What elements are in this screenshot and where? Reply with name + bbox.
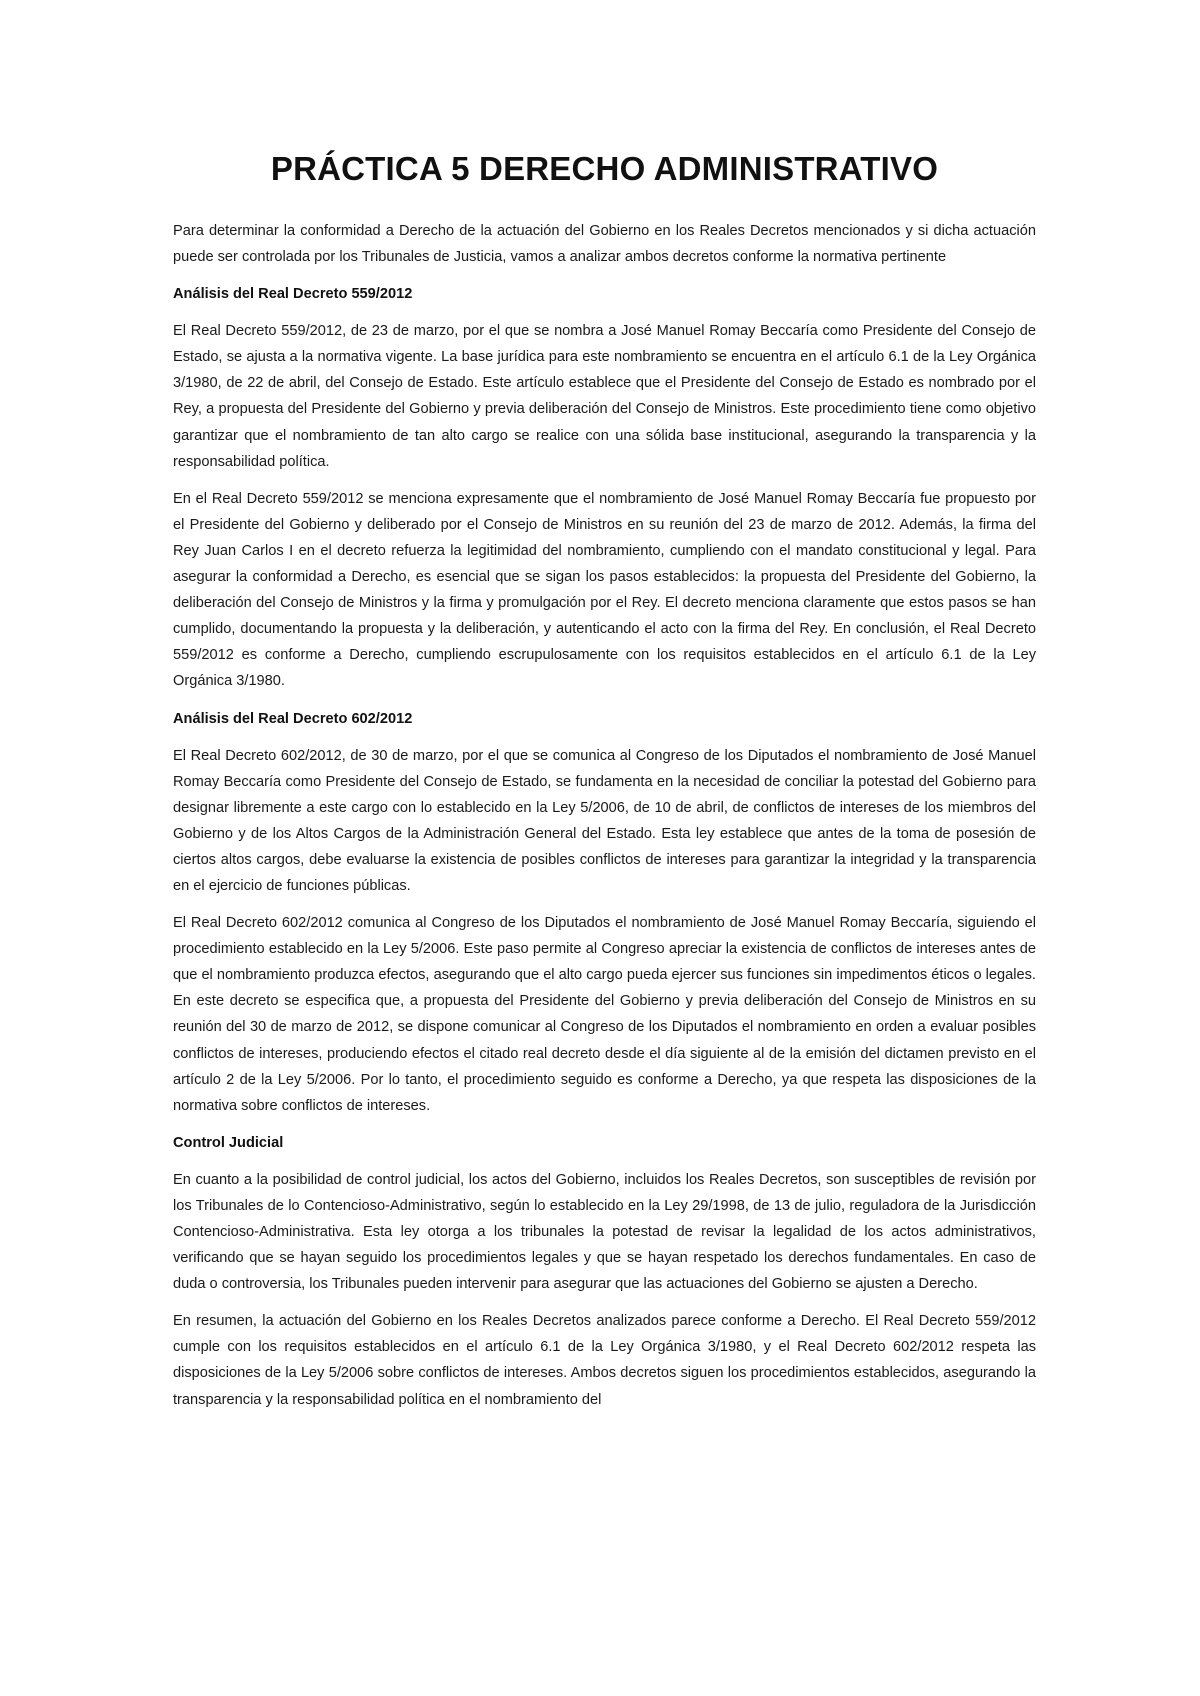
intro-paragraph: Para determinar la conformidad a Derecho de la actuación del Gobierno en los Reales Decretos mencionados y si dicha actuación puede ser controlada por los Tribunales de Justicia, vamos a analizar ambos decretos conforme la normativa pertinente [173,223,1036,266]
page-title: PRÁCTICA 5 DERECHO ADMINISTRATIVO [270,150,939,187]
paragraph-rd-602-basis: El Real Decreto 602/2012, de 30 de marzo, por el que se comunica al Congreso de los Diputados el nombramiento de José Manuel Romay Beccaría como Presidente del Consejo de Estado, se fundamenta en la necesidad de conciliar la potestad del Gobierno para designar libremente a este cargo con lo establecido en la Ley 5/2006, de 10 de abril, de conflictos de intereses de los miembros del Gobierno y de los Altos Cargos de la Administración General del Estado. Esta ley establece que antes de la toma de posesión de ciertos altos cargos, debe evaluarse la existencia de posibles conflictos de intereses para garantizar la integridad y la transparencia en el ejercicio de funciones públicas. [173,747,1036,894]
paragraph-rd-602-procedure: El Real Decreto 602/2012 comunica al Congreso de los Diputados el nombramiento de José Manuel Romay Beccaría, siguiendo el procedimiento establecido en la Ley 5/2006. Este paso permite al Congreso apreciar la existencia de conflictos de intereses antes de que el nombramiento produzca efectos, asegurando que el alto cargo pueda ejercer sus funciones sin impedimentos éticos o legales. En este decreto se especifica que, a propuesta del Presidente del Gobierno y previa deliberación del Consejo de Ministros en su reunión del 30 de marzo de 2012, se dispone comunicar al Congreso de los Diputados el nombramiento en orden a evaluar posibles conflictos de intereses, produciendo efectos el citado real decreto desde el día siguiente al de la emisión del dictamen previsto en el artículo 2 de la Ley 5/2006. Por lo tanto, el procedimiento seguido es conforme a Derecho, ya que respeta las disposiciones de la normativa sobre conflictos de intereses. [173,915,1036,1114]
section-heading-rd-602: Análisis del Real Decreto 602/2012 [173,710,413,727]
section-heading-rd-559: Análisis del Real Decreto 559/2012 [173,286,413,303]
paragraph-summary: En resumen, la actuación del Gobierno en los Reales Decretos analizados parece conforme a Derecho. El Real Decreto 559/2012 cumple con los requisitos establecidos en el artículo 6.1 de la Ley Orgánica 3/1980, y el Real Decreto 602/2012 respeta las disposiciones de la Ley 5/2006 sobre conflictos de intereses. Ambos decretos siguen los procedimientos establecidos, asegurando la transparencia y la responsabilidad política en el nombramiento del [173,1313,1036,1408]
paragraph-rd-559-legal-basis: El Real Decreto 559/2012, de 23 de marzo, por el que se nombra a José Manuel Romay Beccaría como Presidente del Consejo de Estado, se ajusta a la normativa vigente. La base jurídica para este nombramiento se encuentra en el artículo 6.1 de la Ley Orgánica 3/1980, de 22 de abril, del Consejo de Estado. Este artículo establece que el Presidente del Consejo de Estado es nombrado por el Rey, a propuesta del Presidente del Gobierno y previa deliberación del Consejo de Ministros. Este procedimiento tiene como objetivo garantizar que el nombramiento de tan alto cargo se realice con una sólida base institucional, asegurando la transparencia y la responsabilidad política. [173,323,1036,470]
section-heading-control-judicial: Control Judicial [173,1134,284,1151]
paragraph-rd-559-procedure: En el Real Decreto 559/2012 se menciona expresamente que el nombramiento de José Manuel Romay Beccaría fue propuesto por el Presidente del Gobierno y deliberado por el Consejo de Ministros en su reunión del 23 de marzo de 2012. Además, la firma del Rey Juan Carlos I en el decreto refuerza la legitimidad del nombramiento, cumpliendo con el mandato constitucional y legal. Para asegurar la conformidad a Derecho, es esencial que se sigan los pasos establecidos: la propuesta del Presidente del Gobierno, la deliberación del Consejo de Ministros y la firma y promulgación por el Rey. El decreto menciona claramente que estos pasos se han cumplido, documentando la propuesta y la deliberación, y autenticando el acto con la firma del Rey. En conclusión, el Real Decreto 559/2012 es conforme a Derecho, cumpliendo escrupulosamente con los requisitos establecidos en el artículo 6.1 de la Ley Orgánica 3/1980. [173,490,1036,690]
document-body [173,150,1036,1424]
paragraph-control-judicial: En cuanto a la posibilidad de control judicial, los actos del Gobierno, incluidos los Reales Decretos, son susceptibles de revisión por los Tribunales de lo Contencioso-Administrativo, según lo establecido en la Ley 29/1998, de 13 de julio, reguladora de la Jurisdicción Contencioso-Administrativa. Esta ley otorga a los tribunales la potestad de revisar la legalidad de los actos administrativos, verificando que se hayan seguido los procedimientos legales y que se hayan respetado los derechos fundamentales. En caso de duda o controversia, los Tribunales pueden intervenir para asegurar que las actuaciones del Gobierno se ajusten a Derecho. [173,1171,1036,1293]
